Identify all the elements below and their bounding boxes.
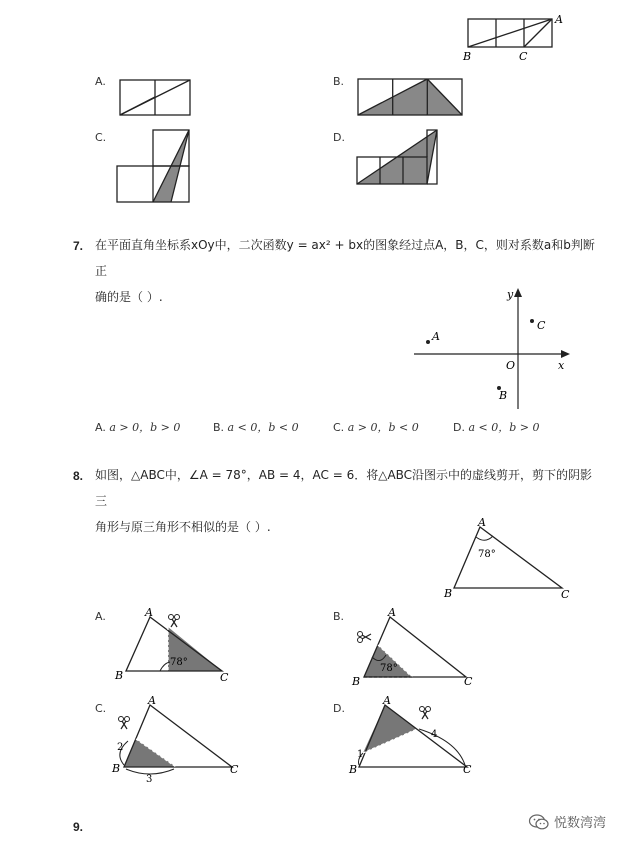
q7-option-a-text: a > 0，b > 0 (109, 421, 181, 434)
q7-option-d-letter: D. (453, 421, 465, 434)
q8-main-triangle (440, 515, 580, 605)
q8-b-label-c: C (464, 675, 473, 688)
q8-option-b-figure[interactable] (350, 605, 480, 690)
q6-option-a-letter[interactable]: A. (95, 75, 106, 88)
q8-b-label-a: A (388, 606, 396, 619)
q7-origin-label: O (506, 359, 516, 372)
watermark-text: 悦数湾湾 (554, 816, 607, 831)
q8-d-label-a: A (383, 694, 391, 707)
q7-text-line2: 确的是（ ）. (95, 290, 163, 304)
q7-option-a-letter: A. (95, 421, 106, 434)
q6-option-b-letter[interactable]: B. (333, 75, 345, 88)
q7-option-a[interactable] (95, 419, 180, 435)
q7-option-c-letter: C. (333, 421, 345, 434)
q7-option-b-letter: B. (213, 421, 225, 434)
q8-c-num-3: 3 (146, 774, 153, 785)
q8-c-label-a: A (148, 695, 156, 707)
q7-option-d-text: a < 0，b > 0 (468, 421, 540, 434)
q7-point-c (530, 319, 534, 323)
q8-a-label-a: A (145, 606, 153, 619)
q7-point-a (426, 340, 430, 344)
q7-point-c-label: C (537, 319, 546, 332)
q8-option-a-letter[interactable]: A. (95, 610, 106, 623)
q8-text-line1: 如图，△ABC中，∠A = 78°，AB = 4，AC = 6．将△ABC沿图示中的虚线剪开，剪下的阴影三 (95, 468, 593, 508)
q7-option-d[interactable] (453, 419, 540, 435)
q8-d-num-1: 1 (357, 749, 364, 760)
q6-label-B: B (463, 50, 472, 63)
q8-a-label-b: B (115, 669, 124, 682)
q7-axis-x-label: x (558, 359, 565, 372)
q7-point-a-label: A (432, 330, 440, 343)
q8-c-num-2: 2 (117, 742, 124, 753)
q8-a-label-c: C (220, 671, 229, 684)
q6-main-figure (460, 10, 570, 65)
q8-option-a-figure[interactable] (112, 605, 237, 685)
q8-c-label-b: B (112, 762, 121, 775)
q8-option-b-letter[interactable]: B. (333, 610, 345, 623)
q8-main-label-a: A (478, 516, 486, 529)
q6-option-d-figure[interactable] (355, 128, 445, 188)
q6-label-A: A (555, 13, 563, 26)
q8-a-scissors-icon (169, 615, 180, 628)
q8-b-label-b: B (352, 675, 361, 688)
q7-number: 7. (73, 239, 84, 253)
q7-text-line1: 在平面直角坐标系xOy中，二次函数y = ax² + bx的图象经过点A，B，C，则对系数a和b判断正 (95, 238, 595, 278)
q8-b-scissors-icon (358, 632, 372, 643)
wechat-icon (528, 813, 550, 831)
q7-point-b-label: B (499, 389, 508, 402)
q8-option-c-figure[interactable] (110, 695, 245, 785)
q7-coordinate-graph (410, 283, 575, 413)
q6-option-c-letter[interactable]: C. (95, 131, 107, 144)
q8-main-label-c: C (561, 588, 570, 601)
q8-main-label-b: B (444, 587, 453, 600)
q8-main-angle: 78° (478, 549, 496, 560)
q8-c-label-c: C (230, 763, 239, 776)
q8-c-scissors-icon (119, 717, 130, 730)
q8-d-scissors-icon (420, 707, 431, 720)
q8-d-label-c: C (463, 763, 472, 776)
q7-option-b[interactable] (213, 419, 299, 435)
q8-option-d-letter[interactable]: D. (333, 702, 345, 715)
q7-option-c-text: a > 0，b < 0 (347, 421, 419, 434)
q7-option-b-text: a < 0，b < 0 (227, 421, 299, 434)
q8-d-label-b: B (349, 763, 358, 776)
q6-option-d-letter[interactable]: D. (333, 131, 345, 144)
q8-a-angle: 78° (170, 657, 188, 668)
q7-option-c[interactable] (333, 419, 419, 435)
q8-number: 8. (73, 469, 84, 483)
q8-option-c-letter[interactable]: C. (95, 702, 107, 715)
q8-b-angle: 78° (380, 663, 398, 674)
q8-text-line2: 角形与原三角形不相似的是（ ）. (95, 520, 271, 534)
watermark (528, 812, 606, 831)
q9-number: 9. (73, 820, 84, 834)
q8-option-d-figure[interactable] (345, 693, 480, 783)
q6-option-b-figure[interactable] (356, 77, 466, 119)
q7-axis-y-label: y (507, 288, 514, 301)
q6-option-a-figure[interactable] (118, 78, 193, 118)
q8-d-num-4: 4 (431, 729, 438, 740)
q6-option-c-figure[interactable] (115, 128, 195, 206)
q6-label-C: C (519, 50, 528, 63)
